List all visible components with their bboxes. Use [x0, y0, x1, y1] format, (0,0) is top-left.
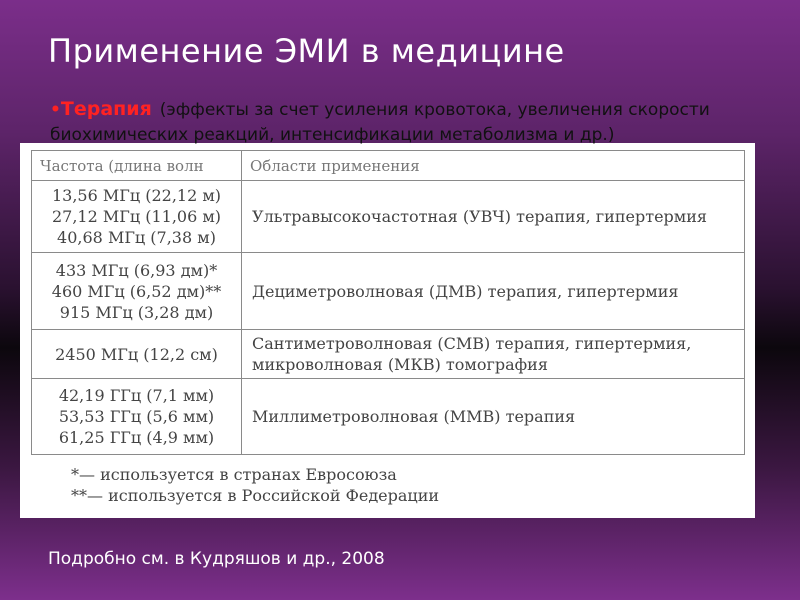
frequency-line: 61,25 ГГц (4,9 мм): [58, 428, 215, 447]
application-cell: Миллиметроволновая (ММВ) терапия: [242, 379, 745, 455]
table-row: [32, 253, 745, 330]
frequency-line: 2450 МГц (12,2 см): [55, 344, 218, 364]
frequency-line: 53,53 ГГц (5,6 мм): [58, 407, 215, 426]
frequency-line: 13,56 МГц (22,12 м): [51, 186, 222, 205]
table-row: [32, 379, 745, 455]
bullet-text: (эффекты за счет усиления кровотока, увеличения скорости биохимических реакций, интенсификации метаболизма и др.): [50, 100, 710, 145]
frequency-line: 460 МГц (6,52 дм)**: [51, 281, 222, 301]
therapy-bullet: [50, 97, 760, 148]
bullet-marker: •: [50, 100, 61, 120]
table-footnotes: [31, 455, 745, 506]
frequency-line: 40,68 МГц (7,38 м): [57, 228, 216, 247]
frequency-line: 433 МГц (6,93 дм)*: [55, 260, 218, 280]
frequency-line: 42,19 ГГц (7,1 мм): [58, 386, 215, 405]
frequency-table: [31, 150, 745, 455]
table-row: [32, 181, 745, 253]
bullet-term: Терапия: [60, 98, 152, 120]
application-cell: Сантиметроволновая (СМВ) терапия, гипертермия, микроволновая (МКВ) томография: [242, 330, 745, 379]
frequency-cell: [32, 330, 242, 379]
frequency-cell: [32, 379, 242, 455]
application-cell: Ультравысокочастотная (УВЧ) терапия, гипертермия: [242, 181, 745, 253]
frequency-cell: [32, 253, 242, 330]
application-cell: Дециметроволновая (ДМВ) терапия, гипертермия: [242, 253, 745, 330]
frequency-line: 27,12 МГц (11,06 м): [51, 207, 222, 226]
frequency-cell: [32, 181, 242, 253]
header-application: Области применения: [242, 151, 745, 181]
footnote-eu: *— используется в странах Евросоюза: [71, 465, 397, 484]
frequency-line: 915 МГц (3,28 дм): [59, 302, 214, 322]
slide-title: Применение ЭМИ в медицине: [48, 32, 565, 70]
source-reference: Подробно см. в Кудряшов и др., 2008: [48, 549, 385, 569]
frequency-table-image: [20, 143, 755, 518]
header-frequency: Частота (длина волн: [32, 151, 242, 181]
footnote-ru: **— используется в Российской Федерации: [71, 486, 440, 505]
table-row: [32, 330, 745, 379]
